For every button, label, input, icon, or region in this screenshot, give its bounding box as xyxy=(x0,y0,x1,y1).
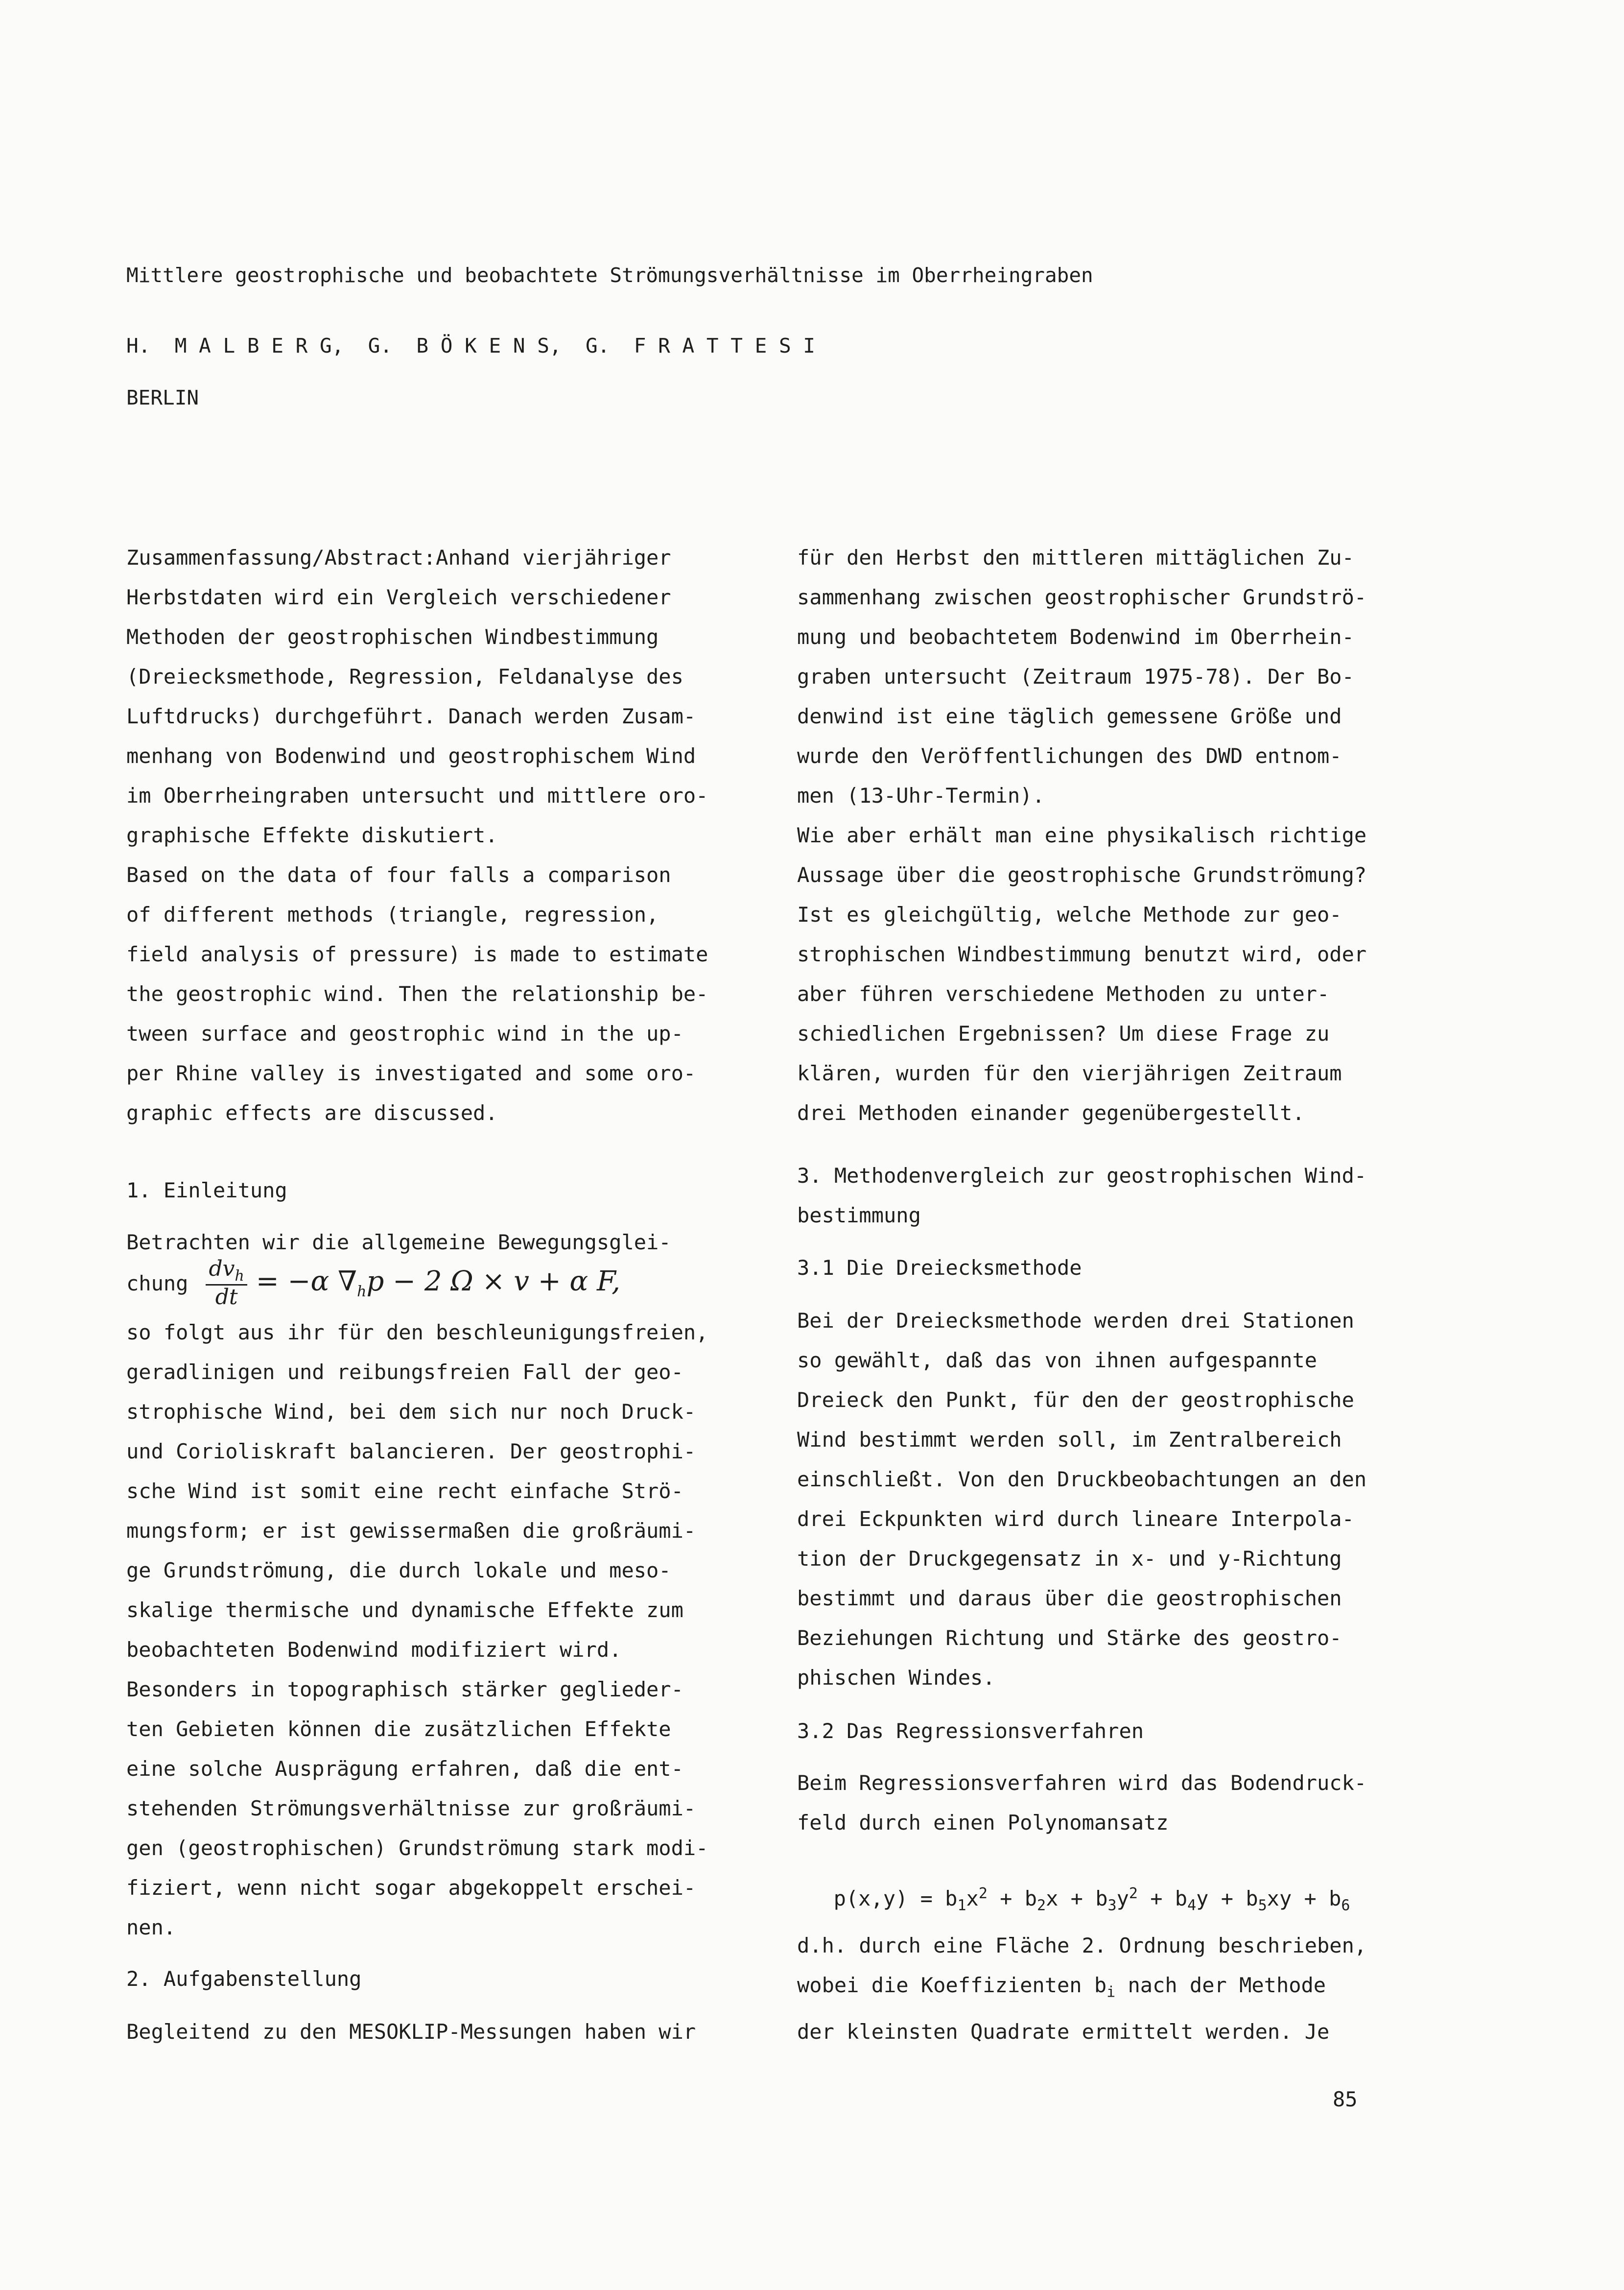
right-paragraph-1 xyxy=(797,538,1419,1133)
section-1-line: skalige thermische und dynamische Effekte zum xyxy=(126,1598,683,1622)
right-para1-line: Ist es gleichgültig, welche Methode zur geo- xyxy=(797,903,1342,927)
right-para1-line: graben untersucht (Zeitraum 1975-78). Der Bo- xyxy=(797,665,1354,689)
abstract-line: graphische Effekte diskutiert. xyxy=(126,823,498,847)
section-3-1-line: bestimmt und daraus über die geostrophischen xyxy=(797,1586,1342,1610)
section-1-paragraph xyxy=(126,1312,748,1947)
abstract xyxy=(126,538,748,1133)
paper-title: Mittlere geostrophische und beobachtete Strömungsverhältnisse im Oberrheingraben xyxy=(126,263,1093,287)
page-number: 85 xyxy=(1333,2087,1358,2111)
right-para1-line: Wie aber erhält man eine physikalisch richtige xyxy=(797,823,1367,847)
abstract-line: graphic effects are discussed. xyxy=(126,1101,498,1125)
formula-part: 2 xyxy=(1129,1885,1138,1902)
equation-rhs-part2: p − 2 Ω × v + α F, xyxy=(366,1265,620,1298)
section-1-line: eine solche Ausprägung erfahren, daß die ent- xyxy=(126,1757,683,1781)
section-1-line: mungsform; er ist gewissermaßen die großräumi- xyxy=(126,1519,696,1543)
right-para1-line: sammenhang zwischen geostrophischer Grundströ- xyxy=(797,585,1367,609)
equation-rhs xyxy=(256,1265,620,1300)
right-para1-line: wurde den Veröffentlichungen des DWD entnom- xyxy=(797,744,1342,768)
formula-part: 2 xyxy=(1037,1897,1046,1914)
section-3-1-line: Wind bestimmt werden soll, im Zentralbereich xyxy=(797,1428,1342,1452)
section-3-2-heading: 3.2 Das Regressionsverfahren xyxy=(797,1719,1144,1743)
section-3-2-line: feld durch einen Polynomansatz xyxy=(797,1811,1169,1835)
abstract-line: menhang von Bodenwind und geostrophischem Wind xyxy=(126,744,696,768)
right-column-para1 xyxy=(797,538,1419,1133)
after-formula-block xyxy=(797,1926,1419,2051)
after-formula-line-2 xyxy=(797,1965,1419,2012)
section-3-1-line: Dreieck den Punkt, für den der geostrophische xyxy=(797,1388,1354,1412)
section-2 xyxy=(126,1959,748,1999)
section-1-line: strophische Wind, bei dem sich nur noch Druck- xyxy=(126,1400,696,1424)
right-para1-line: für den Herbst den mittleren mittäglichen Zu- xyxy=(797,546,1354,570)
right-para1-line: men (13-Uhr-Termin). xyxy=(797,784,1045,808)
section-3-1-line: tion der Druckgegensatz in x- und y-Richtung xyxy=(797,1547,1342,1571)
coef-tail: nach der Methode xyxy=(1115,1973,1326,1997)
formula-part: 2 xyxy=(978,1885,988,1902)
left-column-section-1 xyxy=(126,1170,748,1210)
after-formula-line-1: d.h. durch eine Fläche 2. Ordnung beschrieben, xyxy=(797,1933,1367,1957)
section-3-1 xyxy=(797,1248,1419,1288)
section-3-2-body xyxy=(797,1763,1419,1842)
section-1-line: sche Wind ist somit eine recht einfache Strö- xyxy=(126,1479,683,1503)
section-1-line: und Corioliskraft balancieren. Der geostrophi- xyxy=(126,1439,696,1463)
section-1-line: nen. xyxy=(126,1915,176,1939)
section-3-2 xyxy=(797,1711,1419,1751)
section-1-line: ge Grundströmung, die durch lokale und meso- xyxy=(126,1558,671,1582)
section-3-2-line: Beim Regressionsverfahren wird das Bodendruck- xyxy=(797,1771,1367,1795)
section-3-heading xyxy=(797,1156,1419,1235)
abstract-line: (Dreiecksmethode, Regression, Feldanalyse des xyxy=(126,665,683,689)
section-1-line: fiziert, wenn nicht sogar abgekoppelt erschei- xyxy=(126,1876,696,1900)
abstract-line: field analysis of pressure) is made to estimate xyxy=(126,942,708,966)
formula-part: 4 xyxy=(1187,1897,1197,1914)
equation-numerator: dv xyxy=(209,1256,235,1281)
polynomial-expression xyxy=(833,1885,1350,1914)
formula-part: 5 xyxy=(1258,1897,1267,1914)
coef-subscript: i xyxy=(1106,1983,1116,2001)
section-3-1-body-block xyxy=(797,1301,1419,1697)
equation-rhs-sub: h xyxy=(357,1283,367,1301)
section-3-1-line: drei Eckpunkten wird durch lineare Interpola- xyxy=(797,1507,1354,1531)
section-3-heading-block xyxy=(797,1156,1419,1235)
section-3-1-heading: 3.1 Die Dreiecksmethode xyxy=(797,1256,1082,1280)
section-1-line: stehenden Strömungsverhältnisse zur großräumi- xyxy=(126,1796,696,1820)
right-para1-line: denwind ist eine täglich gemessene Größe und xyxy=(797,704,1342,728)
formula-part: xy + b xyxy=(1267,1886,1342,1910)
formula-part: + b xyxy=(987,1886,1037,1910)
abstract-line: tween surface and geostrophic wind in the up- xyxy=(126,1022,683,1046)
section-1-line: beobachteten Bodenwind modifiziert wird. xyxy=(126,1638,622,1662)
formula-part: + b xyxy=(1137,1886,1188,1910)
right-para1-line: aber führen verschiedene Methoden zu unter- xyxy=(797,982,1330,1006)
formula-part: 6 xyxy=(1341,1897,1350,1914)
abstract-line: of different methods (triangle, regression, xyxy=(126,903,659,927)
abstract-line: Luftdrucks) durchgeführt. Danach werden Zusam- xyxy=(126,704,696,728)
formula-part: 3 xyxy=(1107,1897,1117,1914)
abstract-line: Methoden der geostrophischen Windbestimmung xyxy=(126,625,659,649)
equation-of-motion xyxy=(126,1254,620,1312)
right-para1-line: schiedlichen Ergebnissen? Um diese Frage zu xyxy=(797,1022,1330,1046)
section-1-line: geradlinigen und reibungsfreien Fall der geo- xyxy=(126,1360,683,1384)
right-para1-line: mung und beobachtetem Bodenwind im Oberrhein- xyxy=(797,625,1354,649)
formula-part: y + b xyxy=(1196,1886,1258,1910)
equation-prefix: chung xyxy=(126,1271,188,1295)
section-3-1-line: so gewählt, daß das von ihnen aufgespannte xyxy=(797,1348,1318,1372)
abstract-line: per Rhine valley is investigated and some oro- xyxy=(126,1061,696,1085)
section-3-1-line: einschließt. Von den Druckbeobachtungen an den xyxy=(797,1467,1367,1491)
formula-part: 1 xyxy=(957,1897,966,1914)
section-2-body: Begleitend zu den MESOKLIP-Messungen haben wir xyxy=(126,2020,696,2044)
section-1-line: Besonders in topographisch stärker geglieder- xyxy=(126,1677,683,1701)
right-para1-line: drei Methoden einander gegenübergestellt. xyxy=(797,1101,1305,1125)
abstract-line: the geostrophic wind. Then the relationship be- xyxy=(126,982,708,1006)
right-para1-line: strophischen Windbestimmung benutzt wird, oder xyxy=(797,942,1367,966)
section-3-1-line: Bei der Dreiecksmethode werden drei Stationen xyxy=(797,1309,1354,1333)
author-list: H. M A L B E R G, G. B Ö K E N S, G. F R A T T E S I xyxy=(126,334,815,358)
section-3-heading-line: 3. Methodenvergleich zur geostrophischen Wind- xyxy=(797,1164,1367,1188)
formula-lhs: p(x,y) = b xyxy=(833,1886,958,1910)
section-1-line: gen (geostrophischen) Grundströmung stark modi- xyxy=(126,1836,708,1860)
section-1-line: ten Gebieten können die zusätzlichen Effekte xyxy=(126,1717,671,1741)
left-column xyxy=(126,538,748,1133)
section-1-intro: Betrachten wir die allgemeine Bewegungsglei- xyxy=(126,1230,671,1254)
polynomial-formula xyxy=(809,1861,1350,1914)
equation-rhs-part1: = −α ∇ xyxy=(256,1265,357,1298)
after-formula-line-3: der kleinsten Quadrate ermittelt werden. Je xyxy=(797,2020,1330,2044)
section-3-1-line: Beziehungen Richtung und Stärke des geostro- xyxy=(797,1626,1342,1650)
right-para1-line: klären, wurden für den vierjährigen Zeitraum xyxy=(797,1061,1342,1085)
section-3-heading-line: bestimmung xyxy=(797,1203,921,1227)
section-2-body-block xyxy=(126,2012,748,2051)
section-1-line: so folgt aus ihr für den beschleunigungsfreien, xyxy=(126,1320,708,1344)
author-location: BERLIN xyxy=(126,386,199,409)
formula-part: x + b xyxy=(1046,1886,1108,1910)
right-para1-line: Aussage über die geostrophische Grundströmung? xyxy=(797,863,1367,887)
section-1-body xyxy=(126,1312,748,1947)
equation-denominator: dt xyxy=(215,1284,238,1310)
section-3-2-body-block xyxy=(797,1763,1419,1842)
abstract-line: Zusammenfassung/Abstract:Anhand vierjähriger xyxy=(126,546,671,570)
equation-numerator-sub: h xyxy=(235,1267,244,1285)
section-3-1-body xyxy=(797,1301,1419,1697)
section-2-heading: 2. Aufgabenstellung xyxy=(126,1967,362,1991)
equation-fraction xyxy=(206,1257,247,1309)
section-1-heading: 1. Einleitung xyxy=(126,1178,287,1202)
formula-part: y xyxy=(1116,1886,1129,1910)
abstract-line: Herbstdaten wird ein Vergleich verschiedener xyxy=(126,585,671,609)
abstract-line: Based on the data of four falls a comparison xyxy=(126,863,671,887)
section-3-1-line: phischen Windes. xyxy=(797,1666,995,1690)
formula-part: x xyxy=(966,1886,979,1910)
abstract-line: im Oberrheingraben untersucht und mittlere oro- xyxy=(126,784,708,808)
coef-text: wobei die Koeffizienten b xyxy=(797,1973,1107,1997)
